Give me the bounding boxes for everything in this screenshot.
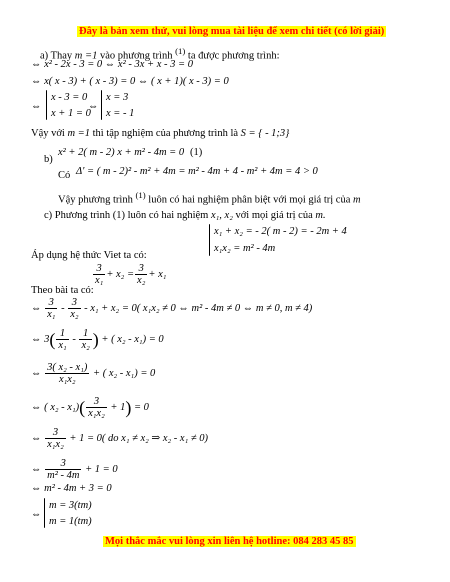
text: - x₁ + x₂ = 0( x₁x₂ ≠ 0 ⇔ m² - 4m ≠ 0 ⇔ m ≠ 0, m ≠ 4): [84, 302, 313, 314]
text: vào phương trình: [97, 50, 176, 62]
numerator: 3( x₂ - x₁): [47, 362, 88, 373]
text: a) Thay: [40, 50, 75, 62]
denominator: x₂: [70, 309, 79, 320]
denominator: x₁x₂: [88, 408, 105, 419]
part-a-sys2-row1: x = 3: [106, 92, 129, 103]
text: Vậy phương trình: [58, 194, 136, 206]
text: ⇔ 3: [31, 333, 50, 345]
text: + 1 = 0: [85, 463, 118, 475]
part-a-system-arrow: ⇔: [31, 101, 42, 112]
part-a-conclusion: [31, 128, 289, 140]
implies-symbol: ⇔: [31, 463, 45, 475]
viet-label: Áp dụng hệ thức Viet ta có:: [31, 250, 147, 261]
numerator: 3: [68, 297, 80, 309]
part-a-sys1-row1: x - 3 = 0: [51, 92, 88, 103]
denominator: x₁: [58, 340, 67, 351]
part-a-eq2: ⇔ x( x - 3) + ( x - 3) = 0 ⇔ ( x + 1)( x - 3) = 0: [31, 76, 229, 87]
fraction: [45, 458, 81, 481]
part-b-delta-label: Có: [58, 170, 71, 181]
brace: [46, 90, 47, 120]
theo-label: Theo bài ta có:: [31, 285, 94, 296]
denominator: x₂: [81, 340, 90, 351]
fraction: [93, 263, 105, 286]
eq-ref: (1): [175, 46, 186, 56]
paren: (: [49, 329, 56, 350]
text: với mọi giá trị của: [232, 210, 316, 221]
denominator: x₁: [95, 275, 104, 286]
text: + ( x₂ - x₁) = 0: [101, 333, 164, 345]
part-b-equation: x² + 2( m - 2) x + m² - 4m = 0: [58, 147, 185, 158]
fraction: [86, 396, 107, 419]
viet-product: x₁x₂ = m² - 4m: [214, 243, 276, 254]
part-a-eq1: ⇔ x² - 2x - 3 = 0 ⇔ x² - 3x + x - 3 = 0: [31, 59, 193, 70]
implies-symbol: ⇔: [31, 432, 45, 444]
part-a-sys1-row2: x + 1 = 0: [51, 108, 91, 119]
text: + ( x₂ - x₁) = 0: [93, 367, 156, 379]
math-m: m.: [315, 210, 326, 221]
math-m: m: [353, 194, 361, 206]
numerator: 3: [45, 297, 57, 309]
part-a-sys2-row2: x = - 1: [106, 108, 135, 119]
given-condition: [92, 263, 166, 286]
denominator: x₁x₂: [47, 439, 64, 450]
step-8-arrow: ⇔: [31, 509, 42, 520]
text: + x₁: [148, 268, 167, 280]
text: = 0: [133, 401, 149, 413]
numerator: 3: [45, 458, 81, 470]
text: ⇔ ( x₂ - x₁): [31, 401, 80, 413]
fraction: [45, 297, 57, 320]
brace: [209, 224, 210, 256]
numerator: 1: [56, 328, 68, 340]
part-a-system-arrow-2: ⇔: [88, 101, 99, 112]
text: c) Phương trình (1) luôn có hai nghiệm: [44, 210, 211, 221]
paren: ): [92, 329, 99, 350]
step-7: ⇔ m² - 4m + 3 = 0: [31, 483, 112, 494]
text: + 1 = 0( do x₁ ≠ x₂ ⇒ x₂ - x₁ ≠ 0): [69, 432, 208, 444]
viet-sum: x₁ + x₂ = - 2( m - 2) = - 2m + 4: [214, 226, 347, 237]
step-6: [31, 458, 118, 481]
brace: [101, 90, 102, 120]
brace: [44, 498, 45, 528]
part-c-intro: [44, 210, 326, 222]
fraction: [79, 328, 91, 351]
numerator: 1: [79, 328, 91, 340]
footer-banner-text: Mọi thắc mắc vui lòng xin liên hệ hotline: 084 283 45 85: [105, 536, 354, 547]
text: luôn có hai nghiệm phân biệt với mọi giá trị của: [145, 194, 353, 206]
part-b-label: b): [44, 154, 53, 165]
numerator: 3: [45, 427, 66, 439]
numerator: 3: [135, 263, 147, 275]
fraction: [68, 297, 80, 320]
step-4: [31, 396, 149, 419]
text: + x₂ =: [106, 268, 135, 280]
denominator: x₁: [47, 309, 56, 320]
text: + 1: [110, 401, 126, 413]
math-m: m =1: [67, 128, 91, 139]
numerator: 3: [86, 396, 107, 408]
part-b-eq-number: (1): [190, 147, 203, 158]
fraction: [135, 263, 147, 286]
header-banner: [77, 26, 386, 38]
header-banner-text: Đây là bản xem thử, vui lòng mua tài liệu để xem chi tiết (có lời giải): [79, 26, 385, 37]
step-5: [31, 427, 208, 450]
eq-ref: (1): [135, 190, 146, 200]
denominator: x₁x₂: [58, 374, 76, 385]
step-8-row1: m = 3(tm): [49, 500, 92, 511]
paren: ): [125, 397, 132, 418]
step-3: [31, 362, 155, 385]
step-1: ⇔ $\frac{3}{\text{x₁}}$ - $\frac{3}{\text{x₂}}$ - x₁ + x₂ = 0( x₁x₂ ≠ 0 ⇔ m² - 4m ≠ 0 ⇔ m ≠ 0, m ≠ 4): [31, 297, 313, 320]
part-b-conclusion: [58, 189, 361, 207]
numerator: 3: [93, 263, 105, 275]
math-m: m =1: [74, 50, 98, 62]
denominator: x₂: [137, 275, 146, 286]
paren: (: [79, 397, 86, 418]
implies-symbol: ⇔: [31, 302, 45, 314]
step-2: ⇔ 3( $\frac{1}{\text{x₁}}$ - $\frac{1}{\text{x₂}}$ ) + ( x₂ - x₁) = 0: [31, 328, 164, 351]
text: Vậy với: [31, 128, 68, 139]
solution-set: S = { - 1;3}: [240, 128, 290, 139]
fraction: [56, 328, 68, 351]
part-b-delta: Δ' = ( m - 2)² - m² + 4m = m² - 4m + 4 - m² + 4m = 4 > 0: [76, 166, 318, 177]
fraction: [45, 427, 66, 450]
step-8-row2: m = 1(tm): [49, 516, 92, 527]
denominator: m² - 4m: [47, 470, 80, 481]
text: thì tập nghiệm của phương trình là: [90, 128, 241, 139]
fraction: [45, 362, 89, 385]
footer-banner: [103, 536, 356, 548]
text: ta được phương trình:: [185, 50, 280, 62]
implies-symbol: ⇔: [31, 367, 45, 379]
roots: x₁, x₂: [210, 210, 233, 221]
